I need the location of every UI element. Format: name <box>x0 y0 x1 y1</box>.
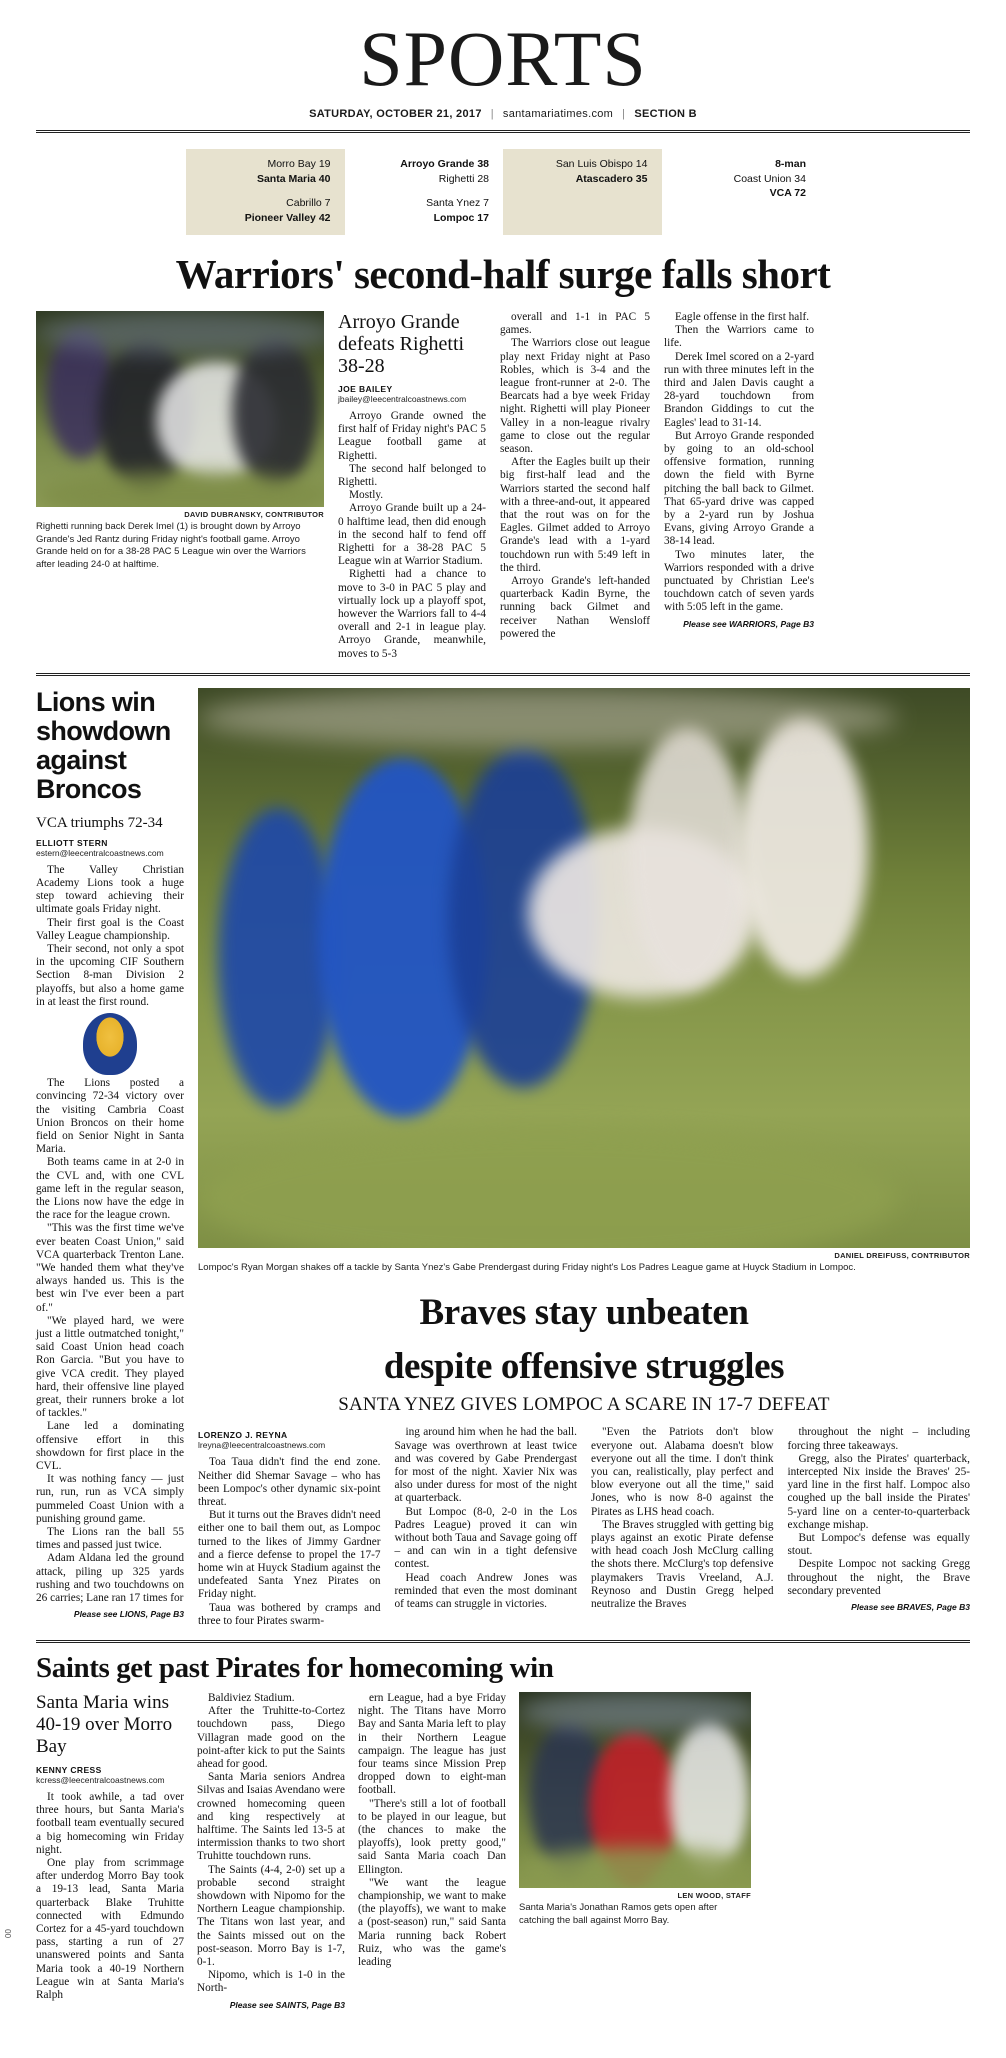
body-paragraph: Mostly. <box>349 489 384 502</box>
page-number: 00 <box>3 1929 13 1938</box>
body-paragraph: Their second, not only a spot in the upcoming CIF Southern Section 8-man Division 2 playoffs, but also a home game in at least the first round. <box>36 943 184 1008</box>
scoreboard-line: Santa Ynez 7 <box>426 197 489 209</box>
saints-story-column-2 <box>197 1692 345 2010</box>
scoreboard-line: Coast Union 34 <box>733 172 806 185</box>
braves-story-byline-name: LORENZO J. REYNA <box>198 1430 288 1441</box>
body-paragraph: Adam Aldana led the ground attack, piling up 325 yards rushing and two touchdowns on 26 carries; Lane ran 17 times for <box>36 1552 184 1605</box>
body-paragraph: After the Truhitte-to-Cortez touchdown pass, Diego Villagran made good on the point-after kick to put the Saints ahead for good. <box>197 1705 345 1771</box>
body-paragraph: One play from scrimmage after underdog Morro Bay took a 19-13 lead, Santa Maria quarterback Blake Truhitte connected with Edmundo Cortez for a 45-yard touchdown pass, starting a run of 27 unanswered points and Santa Maria took a 40-19 Northern League win at Santa Maria's Ralph <box>36 1857 184 2002</box>
braves-story-column-3 <box>591 1426 774 1628</box>
body-paragraph: throughout the night – including forcing three takeaways. <box>787 1426 970 1452</box>
saints-story-top-rule <box>36 1640 970 1643</box>
top-story-jump-line[interactable]: Please see WARRIORS, Page B3 <box>683 618 814 629</box>
body-paragraph: It was nothing fancy — just run, run, run as VCA simply pummeled Coast Union with a punishing ground game. <box>36 1473 184 1525</box>
top-story-column-1 <box>338 311 486 661</box>
body-paragraph: Taua was bothered by cramps and three to four Pirates swarm- <box>198 1601 381 1627</box>
body-paragraph: The Warriors close out league play next Friday night at Paso Robles, which is 3-4 and the league front-runner at 2-0. The Bearcats had a bye week Friday night. Righetti will play Pioneer Valley in a non-league rivalry game to close out the regular season. <box>500 337 650 456</box>
saints-story-subhead: Santa Maria wins 40-19 over Morro Bay <box>36 1692 173 1757</box>
top-story-photo-credit: DAVID DUBRANSKY, CONTRIBUTOR <box>184 510 324 519</box>
braves-story-body-2 <box>395 1426 578 1611</box>
body-paragraph: The Lions posted a convincing 72-34 victory over the visiting Cambria Coast Union Broncos on their home field on Senior Night in Santa Maria. <box>36 1077 184 1156</box>
body-paragraph: But Lompoc's defense was equally stout. <box>787 1531 970 1558</box>
body-paragraph: "We want the league championship, we want to make (the playoffs), we want to make a (post-season) run," said Santa Maria running back Robert Ruiz, who was the game's leading <box>358 1876 506 1969</box>
top-story-photo-column <box>36 311 324 661</box>
dateline-section: SECTION B <box>634 108 697 120</box>
braves-story-byline-email[interactable]: lreyna@leecentralcoastnews.com <box>198 1440 326 1451</box>
body-paragraph: "This was the first time we've ever beaten Coast Union," said VCA quarterback Trenton Lane. "We handed them what they've always handed us. This is the best win I've ever been a part of." <box>36 1222 184 1314</box>
braves-story-column-2 <box>395 1426 578 1628</box>
top-story-column-2 <box>500 311 650 661</box>
top-story-body-2 <box>500 311 650 641</box>
dateline <box>36 108 970 120</box>
saints-story-body-1 <box>36 1791 184 2002</box>
lions-story-column <box>36 688 184 1628</box>
braves-story-deck: SANTA YNEZ GIVES LOMPOC A SCARE IN 17-7 DEFEAT <box>338 1394 830 1416</box>
body-paragraph: After the Eagles built up their big first-half lead and the Warriors started the second half with a three-and-out, it appeared that the rout was on for the Eagles. Gilmet added to Arroyo Grande's lead with a 1-yard touchdown run with 5:49 left in the third. <box>500 456 650 574</box>
scoreboard-column-1[interactable] <box>186 149 345 235</box>
top-story-body-3 <box>664 311 814 615</box>
saints-story-column-3 <box>358 1692 506 2010</box>
top-story-photo-caption: Righetti running back Derek Imel (1) is brought down by Arroyo Grande's Jed Rantz during Friday night's football game. Arroyo Grande held on for a 38-28 PAC 5 League win over the Warriors after leading 24-0 at halftime. <box>36 521 306 570</box>
dateline-website[interactable]: santamariatimes.com <box>502 108 614 120</box>
scoreboard-column-2[interactable] <box>345 149 504 235</box>
top-story-headline: Warriors' second-half surge falls short <box>175 251 831 297</box>
scoreboard-line: VCA 72 <box>769 187 806 199</box>
braves-story-jump-line[interactable]: Please see BRAVES, Page B3 <box>851 1602 970 1612</box>
lions-story-subhead: VCA triumphs 72-34 <box>36 814 163 831</box>
body-paragraph: The Lions ran the ball 55 times and passed just twice. <box>36 1526 184 1552</box>
saints-story-column-1 <box>36 1692 184 2010</box>
body-paragraph: Two minutes later, the Warriors responded with a drive punctuated by Christian Lee's touchdown catch of seven yards with 5:05 left in the game. <box>664 548 814 614</box>
top-story-byline-email[interactable]: jbailey@leecentralcoastnews.com <box>338 394 467 404</box>
body-paragraph: Lane led a dominating offensive effort in this showdown for first place in the CVL. <box>36 1420 184 1472</box>
body-paragraph: "We played hard, we were just a little outmatched tonight," said Coast Union head coach Ron Garcia. "But you have to give VCA credit. They played hard, their offensive line played great, their runners broke a lot of tackles." <box>36 1314 184 1420</box>
body-paragraph: Gregg, also the Pirates' quarterback, intercepted Nix inside the Braves' 25-yard line in the first half. Lompoc also coughed up the ball inside the Pirates' 5-yard line on a center-to-quarterback exchange mishap. <box>787 1452 970 1531</box>
dateline-date: SATURDAY, OCTOBER 21, 2017 <box>309 108 482 120</box>
body-paragraph: "Even the Patriots don't blow everyone out. Alabama doesn't blow everyone out all the time. I don't think you can, realistically, play perfect and blow everyone out all the time," said Jones, who is now 8-0 against the Pirates as LHS head coach. <box>591 1426 774 1518</box>
top-story-body-1 <box>338 410 486 661</box>
lions-story-body-b <box>36 1077 184 1605</box>
saints-story-photo-column <box>519 1692 751 2010</box>
top-story-grid <box>36 311 970 661</box>
top-story-byline-name: JOE BAILEY <box>338 384 393 394</box>
scoreboard-column-4[interactable] <box>662 149 821 235</box>
body-paragraph: Head coach Andrew Jones was reminded that even the most dominant of teams can struggle in victories. <box>394 1571 577 1610</box>
scoreboard-line: Arroyo Grande 38 <box>400 158 489 170</box>
scoreboard-gap <box>359 186 490 196</box>
vca-lions-logo-icon <box>83 1013 137 1075</box>
body-paragraph: ing around him when he had the ball. Savage was overthrown at least twice and was covered by Gabe Prendergast for most of the night. Xavier Nix was also under duress for most of the night at quarterback. <box>394 1426 577 1505</box>
braves-story-column-4 <box>788 1426 971 1628</box>
saints-story-byline-email[interactable]: kcress@leecentralcoastnews.com <box>36 1775 165 1785</box>
braves-story-photo-caption: Lompoc's Ryan Morgan shakes off a tackle by Santa Ynez's Gabe Prendergast during Friday night's Los Padres League game at Huyck Stadium in Lompoc. <box>198 1261 856 1273</box>
masthead <box>36 0 970 120</box>
saints-story-photo-credit: LEN WOOD, STAFF <box>677 1891 751 1900</box>
top-story-column-3 <box>664 311 814 661</box>
saints-story-headline: Saints get past Pirates for homecoming win <box>36 1652 554 1684</box>
body-paragraph: The Saints (4-4, 2-0) set up a probable second straight showdown with Nipomo for the Northern League championship. The Titans won last year, and the Saints missed out on the post-season. Morro Bay is 1-7, 0-1. <box>197 1863 345 1969</box>
body-paragraph: "There's still a lot of football to be played in our league, but (the chances to make the playoffs), look pretty good," said Santa Maria coach Dan Ellington. <box>358 1797 506 1876</box>
body-paragraph: Eagle offense in the first half. <box>675 311 810 323</box>
scoreboard-line: Righetti 28 <box>438 172 489 185</box>
scoreboard-line: Lompoc 17 <box>433 211 489 224</box>
body-paragraph: It took awhile, a tad over three hours, but Santa Maria's football team eventually secured a big homecoming win Friday night. <box>36 1791 184 1856</box>
masthead-rule <box>36 130 970 133</box>
scoreboard-line: Morro Bay 19 <box>267 158 331 170</box>
body-paragraph: ern League, had a bye Friday night. The Titans have Morro Bay and Santa Maria left to play in their Northern League campaign. The league has just four teams since Mission Prep dropped down to eight-man football. <box>358 1692 506 1797</box>
body-paragraph: Nipomo, which is 1-0 in the North- <box>197 1969 345 1995</box>
body-paragraph: The Valley Christian Academy Lions took a huge step toward achieving their ultimate goals Friday night. <box>36 863 184 916</box>
braves-story-body-4 <box>788 1426 971 1598</box>
braves-story-grid <box>198 1426 970 1628</box>
body-paragraph: The Braves struggled with getting big plays against an exotic Pirate defense with head coach Josh McClurg calling the shots there. McClurg's top defensive playmakers Travis Vreeland, A.J. Reynoso and Dustin Gregg helped neutralize the Braves <box>591 1518 774 1610</box>
braves-story-body-3 <box>591 1426 774 1611</box>
body-paragraph: Their first goal is the Coast Valley League championship. <box>36 916 184 942</box>
lions-story-body-a <box>36 864 184 1009</box>
body-paragraph: Then the Warriors came to life. <box>664 324 814 350</box>
braves-story-body-1 <box>198 1456 381 1628</box>
body-paragraph: Baldiviez Stadium. <box>208 1692 295 1704</box>
body-paragraph: Despite Lompoc not sacking Gregg throughout the night, the Brave secondary prevented <box>787 1558 970 1597</box>
scoreboard-line: 8-man <box>775 158 806 170</box>
lions-story-byline-email[interactable]: estern@leecentralcoastnews.com <box>36 847 164 858</box>
saints-story-byline-name: KENNY CRESS <box>36 1765 102 1775</box>
body-paragraph: Derek Imel scored on a 2-yard run with three minutes left in the third and Jalen Davis caught a 28-yard touchdown from Brandon Giddings to cut the Eagles' lead to 31-14. <box>664 350 814 429</box>
scoreboard-line: Santa Maria 40 <box>256 172 331 185</box>
body-paragraph: Santa Maria seniors Andrea Silvas and Isaias Avendano were crowned homecoming queen and king respectively at halftime. The Saints led 13-5 at intermission thanks to two short Truhitte touchdown runs. <box>197 1771 345 1863</box>
saints-story-photo <box>519 1692 751 1888</box>
body-paragraph: But it turns out the Braves didn't need either one to bail them out, as Lompoc turned to the likes of Jimmy Gardner and a fierce defense to propel the 17-7 home win at Huyck Stadium against the undefeated Santa Ynez Pirates on Friday night. <box>198 1509 381 1601</box>
lions-story-jump-line[interactable]: Please see LIONS, Page B3 <box>73 1609 184 1620</box>
braves-story-photo-credit: DANIEL DREIFUSS, CONTRIBUTOR <box>834 1250 970 1260</box>
scoreboard-gap <box>200 186 331 196</box>
braves-story-photo-column <box>198 688 970 1628</box>
body-paragraph: The second half belonged to Righetti. <box>338 462 486 489</box>
body-paragraph: Both teams came in at 2-0 in the CVL and, with one CVL game left in the regular season, the Lions now have the edge in the race for the league crown. <box>36 1156 184 1222</box>
dateline-separator-2: | <box>622 108 626 120</box>
scoreboard <box>36 149 970 235</box>
braves-story-headline-line-1: Braves stay unbeaten <box>419 1292 749 1334</box>
saints-story-photo-caption: Santa Maria's Jonathan Ramos gets open after catching the ball against Morro Bay. <box>519 1902 718 1926</box>
saints-story-jump-line[interactable]: Please see SAINTS, Page B3 <box>229 1999 345 2010</box>
saints-story-grid <box>36 1692 970 2010</box>
scoreboard-line: San Luis Obispo 14 <box>555 158 648 170</box>
scoreboard-line: Pioneer Valley 42 <box>244 211 331 224</box>
body-paragraph: Arroyo Grande's left-handed quarterback Kadin Byrne, the running back Gilmet and receiver Nathan Wensloff powered the <box>500 575 650 640</box>
body-paragraph: But Lompoc (8-0, 2-0 in the Los Padres League) proved it can win without both Taua and Savage going off – and can win in a tight defensive contest. <box>394 1505 577 1571</box>
saints-story-body-2 <box>197 1692 345 1996</box>
scoreboard-line: Atascadero 35 <box>575 172 648 185</box>
middle-section <box>36 688 970 1628</box>
body-paragraph: But Arroyo Grande responded by going to an old-school offensive formation, running down the field with Byrne pitching the ball back to Gilmet. That 65-yard drive was capped by a 2-yard run by Joshua Evans, giving Arroyo Grande a 38-14 lead. <box>664 429 814 548</box>
braves-story-column-1 <box>198 1426 381 1628</box>
braves-story-headline-line-2: despite offensive struggles <box>383 1346 785 1388</box>
body-paragraph: overall and 1-1 in PAC 5 games. <box>500 311 650 337</box>
saints-story-body-3 <box>358 1692 506 1969</box>
top-story-photo <box>36 311 324 507</box>
dateline-separator-1: | <box>490 108 494 120</box>
scoreboard-column-3[interactable] <box>503 149 662 235</box>
body-paragraph: Toa Taua didn't find the end zone. Neither did Shemar Savage – who has been Lompoc's other dynamic six-point threat. <box>198 1456 381 1508</box>
page-title: SPORTS <box>359 15 647 102</box>
top-story-bottom-rule <box>36 673 970 676</box>
lions-story-headline: Lions win showdown against Broncos <box>36 686 171 804</box>
braves-story-photo <box>198 688 970 1248</box>
top-story-subhead: Arroyo Grande defeats Righetti 38-28 <box>338 311 465 377</box>
body-paragraph: Arroyo Grande built up a 24-0 halftime lead, then did enough in the second half to fend off Righetti for a 38-28 PAC 5 League win at Warrior Stadium. <box>338 502 486 568</box>
body-paragraph: Arroyo Grande owned the first half of Friday night's PAC 5 League football game at Righetti. <box>338 410 486 462</box>
body-paragraph: Righetti had a chance to move to 3-0 in PAC 5 play and virtually lock up a playoff spot, however the Warriors fall to 4-4 overall and 2-1 in league play. Arroyo Grande, meanwhile, moves to 5-3 <box>338 568 486 660</box>
lions-story-byline-name: ELLIOTT STERN <box>36 837 108 848</box>
scoreboard-line: Cabrillo 7 <box>286 197 331 209</box>
